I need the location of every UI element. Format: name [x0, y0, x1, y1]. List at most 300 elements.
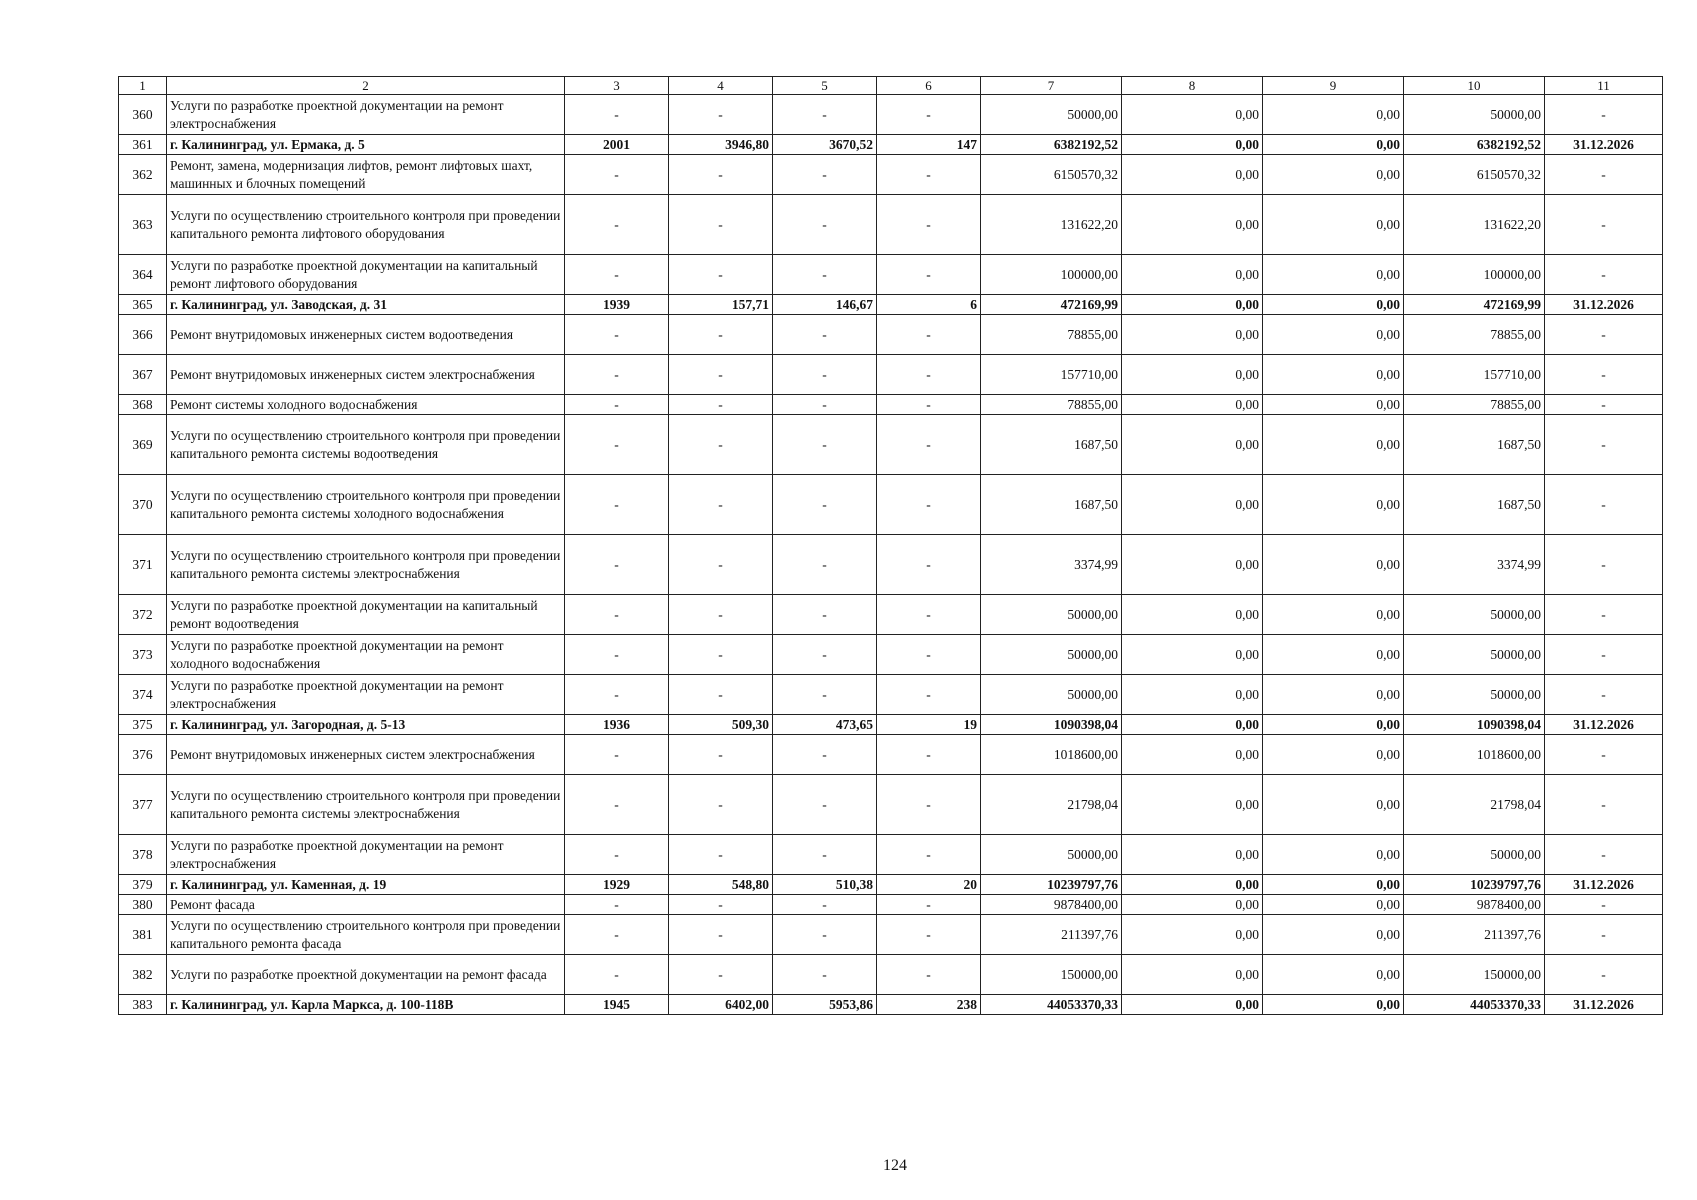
year-built-cell: -	[565, 735, 669, 775]
total-cost-cell: 3374,99	[981, 535, 1122, 595]
living-area-cell: -	[773, 675, 877, 715]
total-area-cell: -	[669, 835, 773, 875]
cost-col-10-cell: 100000,00	[1404, 255, 1545, 295]
work-name-cell: Услуги по осуществлению строительного контроля при проведении капитального ремонта фасада	[167, 915, 565, 955]
cost-col-9-cell: 0,00	[1263, 155, 1404, 195]
work-name-cell: Услуги по осуществлению строительного контроля при проведении капитального ремонта системы холодного водоснабжения	[167, 475, 565, 535]
work-name-cell: Ремонт, замена, модернизация лифтов, ремонт лифтовых шахт, машинных и блочных помещений	[167, 155, 565, 195]
row-number-cell: 363	[119, 195, 167, 255]
cost-col-8-cell: 0,00	[1122, 95, 1263, 135]
cost-col-9-cell: 0,00	[1263, 535, 1404, 595]
work-name-cell: Ремонт системы холодного водоснабжения	[167, 395, 565, 415]
column-header-3: 3	[565, 77, 669, 95]
living-area-cell: 473,65	[773, 715, 877, 735]
cost-col-10-cell: 150000,00	[1404, 955, 1545, 995]
completion-date-cell: -	[1545, 675, 1663, 715]
residents-count-cell: 238	[877, 995, 981, 1015]
total-cost-cell: 9878400,00	[981, 895, 1122, 915]
year-built-cell: -	[565, 475, 669, 535]
cost-col-9-cell: 0,00	[1263, 835, 1404, 875]
residents-count-cell: -	[877, 915, 981, 955]
table-row	[119, 635, 1663, 675]
table-row	[119, 715, 1663, 735]
cost-col-8-cell: 0,00	[1122, 255, 1263, 295]
cost-col-9-cell: 0,00	[1263, 135, 1404, 155]
work-name-cell: Ремонт внутридомовых инженерных систем электроснабжения	[167, 355, 565, 395]
column-header-7: 7	[981, 77, 1122, 95]
cost-col-9-cell: 0,00	[1263, 195, 1404, 255]
completion-date-cell: -	[1545, 395, 1663, 415]
work-name-cell: г. Калининград, ул. Карла Маркса, д. 100-118В	[167, 995, 565, 1015]
total-cost-cell: 1687,50	[981, 415, 1122, 475]
year-built-cell: -	[565, 315, 669, 355]
row-number-cell: 373	[119, 635, 167, 675]
column-header-11: 11	[1545, 77, 1663, 95]
table-row	[119, 875, 1663, 895]
table-body	[119, 95, 1663, 1015]
year-built-cell: 1945	[565, 995, 669, 1015]
total-cost-cell: 1018600,00	[981, 735, 1122, 775]
column-header-10: 10	[1404, 77, 1545, 95]
table-row	[119, 135, 1663, 155]
completion-date-cell: -	[1545, 475, 1663, 535]
table-row	[119, 295, 1663, 315]
cost-col-10-cell: 1687,50	[1404, 475, 1545, 535]
cost-col-8-cell: 0,00	[1122, 715, 1263, 735]
total-cost-cell: 157710,00	[981, 355, 1122, 395]
living-area-cell: 146,67	[773, 295, 877, 315]
total-cost-cell: 50000,00	[981, 595, 1122, 635]
cost-col-8-cell: 0,00	[1122, 135, 1263, 155]
row-number-cell: 365	[119, 295, 167, 315]
year-built-cell: -	[565, 915, 669, 955]
total-cost-cell: 6382192,52	[981, 135, 1122, 155]
year-built-cell: 2001	[565, 135, 669, 155]
total-area-cell: -	[669, 475, 773, 535]
year-built-cell: -	[565, 415, 669, 475]
work-name-cell: Услуги по разработке проектной документации на капитальный ремонт лифтового оборудования	[167, 255, 565, 295]
cost-col-10-cell: 50000,00	[1404, 835, 1545, 875]
cost-col-8-cell: 0,00	[1122, 315, 1263, 355]
table-row	[119, 395, 1663, 415]
living-area-cell: -	[773, 835, 877, 875]
cost-col-8-cell: 0,00	[1122, 475, 1263, 535]
page-number: 124	[883, 1157, 907, 1174]
row-number-cell: 364	[119, 255, 167, 295]
total-cost-cell: 1090398,04	[981, 715, 1122, 735]
total-cost-cell: 150000,00	[981, 955, 1122, 995]
work-name-cell: г. Калининград, ул. Ермака, д. 5	[167, 135, 565, 155]
work-name-cell: Услуги по разработке проектной документации на ремонт электроснабжения	[167, 675, 565, 715]
residents-count-cell: -	[877, 395, 981, 415]
year-built-cell: 1929	[565, 875, 669, 895]
total-cost-cell: 6150570,32	[981, 155, 1122, 195]
total-cost-cell: 131622,20	[981, 195, 1122, 255]
living-area-cell: -	[773, 395, 877, 415]
completion-date-cell: -	[1545, 955, 1663, 995]
completion-date-cell: -	[1545, 95, 1663, 135]
total-area-cell: -	[669, 895, 773, 915]
year-built-cell: -	[565, 895, 669, 915]
row-number-cell: 380	[119, 895, 167, 915]
column-header-1: 1	[119, 77, 167, 95]
total-area-cell: 157,71	[669, 295, 773, 315]
cost-col-8-cell: 0,00	[1122, 775, 1263, 835]
cost-col-10-cell: 9878400,00	[1404, 895, 1545, 915]
work-name-cell: Услуги по разработке проектной документации на ремонт холодного водоснабжения	[167, 635, 565, 675]
residents-count-cell: -	[877, 315, 981, 355]
cost-col-10-cell: 50000,00	[1404, 675, 1545, 715]
year-built-cell: -	[565, 155, 669, 195]
cost-col-10-cell: 44053370,33	[1404, 995, 1545, 1015]
cost-col-8-cell: 0,00	[1122, 875, 1263, 895]
completion-date-cell: 31.12.2026	[1545, 995, 1663, 1015]
total-area-cell: -	[669, 415, 773, 475]
total-area-cell: -	[669, 315, 773, 355]
living-area-cell: -	[773, 535, 877, 595]
cost-col-9-cell: 0,00	[1263, 355, 1404, 395]
column-header-9: 9	[1263, 77, 1404, 95]
row-number-cell: 368	[119, 395, 167, 415]
cost-col-10-cell: 157710,00	[1404, 355, 1545, 395]
cost-col-10-cell: 3374,99	[1404, 535, 1545, 595]
living-area-cell: -	[773, 155, 877, 195]
residents-count-cell: -	[877, 735, 981, 775]
year-built-cell: 1939	[565, 295, 669, 315]
table-row	[119, 595, 1663, 635]
cost-col-9-cell: 0,00	[1263, 315, 1404, 355]
year-built-cell: -	[565, 395, 669, 415]
total-cost-cell: 472169,99	[981, 295, 1122, 315]
year-built-cell: -	[565, 635, 669, 675]
column-header-2: 2	[167, 77, 565, 95]
year-built-cell: -	[565, 835, 669, 875]
cost-col-10-cell: 10239797,76	[1404, 875, 1545, 895]
year-built-cell: -	[565, 675, 669, 715]
table-row	[119, 255, 1663, 295]
row-number-cell: 374	[119, 675, 167, 715]
year-built-cell: -	[565, 355, 669, 395]
work-name-cell: г. Калининград, ул. Загородная, д. 5-13	[167, 715, 565, 735]
cost-col-8-cell: 0,00	[1122, 835, 1263, 875]
cost-col-9-cell: 0,00	[1263, 875, 1404, 895]
row-number-cell: 362	[119, 155, 167, 195]
completion-date-cell: 31.12.2026	[1545, 135, 1663, 155]
living-area-cell: -	[773, 315, 877, 355]
cost-col-8-cell: 0,00	[1122, 295, 1263, 315]
work-name-cell: Услуги по разработке проектной документации на ремонт электроснабжения	[167, 95, 565, 135]
total-area-cell: -	[669, 775, 773, 835]
cost-col-8-cell: 0,00	[1122, 355, 1263, 395]
cost-col-8-cell: 0,00	[1122, 195, 1263, 255]
column-header-4: 4	[669, 77, 773, 95]
cost-col-10-cell: 50000,00	[1404, 95, 1545, 135]
cost-col-9-cell: 0,00	[1263, 595, 1404, 635]
year-built-cell: -	[565, 95, 669, 135]
total-area-cell: -	[669, 735, 773, 775]
cost-col-9-cell: 0,00	[1263, 635, 1404, 675]
table-row	[119, 535, 1663, 595]
total-cost-cell: 44053370,33	[981, 995, 1122, 1015]
cost-col-10-cell: 6150570,32	[1404, 155, 1545, 195]
residents-count-cell: -	[877, 595, 981, 635]
work-name-cell: Ремонт внутридомовых инженерных систем водоотведения	[167, 315, 565, 355]
cost-col-8-cell: 0,00	[1122, 395, 1263, 415]
total-area-cell: -	[669, 155, 773, 195]
cost-col-10-cell: 50000,00	[1404, 635, 1545, 675]
living-area-cell: -	[773, 255, 877, 295]
cost-col-9-cell: 0,00	[1263, 675, 1404, 715]
living-area-cell: -	[773, 95, 877, 135]
total-area-cell: -	[669, 955, 773, 995]
completion-date-cell: -	[1545, 635, 1663, 675]
column-number-row	[119, 77, 1663, 95]
cost-col-10-cell: 131622,20	[1404, 195, 1545, 255]
total-area-cell: -	[669, 255, 773, 295]
residents-count-cell: -	[877, 195, 981, 255]
living-area-cell: 5953,86	[773, 995, 877, 1015]
cost-col-9-cell: 0,00	[1263, 735, 1404, 775]
work-name-cell: Услуги по осуществлению строительного контроля при проведении капитального ремонта системы электроснабжения	[167, 535, 565, 595]
total-area-cell: -	[669, 635, 773, 675]
total-area-cell: 548,80	[669, 875, 773, 895]
completion-date-cell: -	[1545, 195, 1663, 255]
total-area-cell: 6402,00	[669, 995, 773, 1015]
table-row	[119, 155, 1663, 195]
residents-count-cell: -	[877, 415, 981, 475]
year-built-cell: 1936	[565, 715, 669, 735]
table-row	[119, 995, 1663, 1015]
cost-col-8-cell: 0,00	[1122, 955, 1263, 995]
total-area-cell: 509,30	[669, 715, 773, 735]
completion-date-cell: 31.12.2026	[1545, 715, 1663, 735]
residents-count-cell: 147	[877, 135, 981, 155]
residents-count-cell: -	[877, 635, 981, 675]
completion-date-cell: -	[1545, 315, 1663, 355]
year-built-cell: -	[565, 955, 669, 995]
completion-date-cell: -	[1545, 775, 1663, 835]
cost-col-10-cell: 472169,99	[1404, 295, 1545, 315]
residents-count-cell: 20	[877, 875, 981, 895]
cost-col-10-cell: 1090398,04	[1404, 715, 1545, 735]
row-number-cell: 382	[119, 955, 167, 995]
total-cost-cell: 100000,00	[981, 255, 1122, 295]
living-area-cell: -	[773, 415, 877, 475]
living-area-cell: -	[773, 355, 877, 395]
cost-col-10-cell: 6382192,52	[1404, 135, 1545, 155]
cost-col-9-cell: 0,00	[1263, 915, 1404, 955]
table-row	[119, 775, 1663, 835]
cost-col-8-cell: 0,00	[1122, 995, 1263, 1015]
total-cost-cell: 21798,04	[981, 775, 1122, 835]
completion-date-cell: -	[1545, 355, 1663, 395]
completion-date-cell: -	[1545, 915, 1663, 955]
table-row	[119, 355, 1663, 395]
residents-count-cell: -	[877, 355, 981, 395]
completion-date-cell: -	[1545, 895, 1663, 915]
table-row	[119, 415, 1663, 475]
completion-date-cell: -	[1545, 255, 1663, 295]
total-area-cell: -	[669, 195, 773, 255]
cost-col-10-cell: 1687,50	[1404, 415, 1545, 475]
cost-col-9-cell: 0,00	[1263, 895, 1404, 915]
cost-col-10-cell: 50000,00	[1404, 595, 1545, 635]
row-number-cell: 360	[119, 95, 167, 135]
year-built-cell: -	[565, 195, 669, 255]
row-number-cell: 375	[119, 715, 167, 735]
year-built-cell: -	[565, 595, 669, 635]
total-area-cell: -	[669, 395, 773, 415]
total-cost-cell: 50000,00	[981, 635, 1122, 675]
completion-date-cell: -	[1545, 535, 1663, 595]
total-area-cell: -	[669, 95, 773, 135]
cost-col-8-cell: 0,00	[1122, 155, 1263, 195]
works-table	[118, 76, 1663, 1015]
living-area-cell: -	[773, 475, 877, 535]
row-number-cell: 376	[119, 735, 167, 775]
cost-col-8-cell: 0,00	[1122, 415, 1263, 475]
cost-col-9-cell: 0,00	[1263, 775, 1404, 835]
residents-count-cell: -	[877, 255, 981, 295]
completion-date-cell: -	[1545, 595, 1663, 635]
row-number-cell: 361	[119, 135, 167, 155]
cost-col-9-cell: 0,00	[1263, 95, 1404, 135]
table-row	[119, 915, 1663, 955]
cost-col-10-cell: 211397,76	[1404, 915, 1545, 955]
table-row	[119, 955, 1663, 995]
work-name-cell: Услуги по осуществлению строительного контроля при проведении капитального ремонта системы электроснабжения	[167, 775, 565, 835]
living-area-cell: -	[773, 955, 877, 995]
work-name-cell: г. Калининград, ул. Заводская, д. 31	[167, 295, 565, 315]
cost-col-9-cell: 0,00	[1263, 715, 1404, 735]
living-area-cell: -	[773, 895, 877, 915]
total-cost-cell: 211397,76	[981, 915, 1122, 955]
living-area-cell: -	[773, 195, 877, 255]
table-row	[119, 195, 1663, 255]
cost-col-8-cell: 0,00	[1122, 535, 1263, 595]
cost-col-8-cell: 0,00	[1122, 735, 1263, 775]
work-name-cell: Услуги по разработке проектной документации на капитальный ремонт водоотведения	[167, 595, 565, 635]
year-built-cell: -	[565, 775, 669, 835]
completion-date-cell: -	[1545, 415, 1663, 475]
residents-count-cell: -	[877, 155, 981, 195]
completion-date-cell: -	[1545, 155, 1663, 195]
cost-col-9-cell: 0,00	[1263, 475, 1404, 535]
work-name-cell: Ремонт фасада	[167, 895, 565, 915]
completion-date-cell: -	[1545, 735, 1663, 775]
year-built-cell: -	[565, 255, 669, 295]
row-number-cell: 369	[119, 415, 167, 475]
work-name-cell: г. Калининград, ул. Каменная, д. 19	[167, 875, 565, 895]
living-area-cell: -	[773, 635, 877, 675]
table-row	[119, 895, 1663, 915]
table-row	[119, 675, 1663, 715]
completion-date-cell: 31.12.2026	[1545, 295, 1663, 315]
work-name-cell: Услуги по осуществлению строительного контроля при проведении капитального ремонта системы водоотведения	[167, 415, 565, 475]
living-area-cell: 510,38	[773, 875, 877, 895]
total-area-cell: 3946,80	[669, 135, 773, 155]
living-area-cell: -	[773, 775, 877, 835]
residents-count-cell: -	[877, 95, 981, 135]
cost-col-9-cell: 0,00	[1263, 955, 1404, 995]
column-header-6: 6	[877, 77, 981, 95]
residents-count-cell: -	[877, 675, 981, 715]
row-number-cell: 367	[119, 355, 167, 395]
completion-date-cell: -	[1545, 835, 1663, 875]
row-number-cell: 381	[119, 915, 167, 955]
cost-col-8-cell: 0,00	[1122, 595, 1263, 635]
row-number-cell: 371	[119, 535, 167, 595]
total-cost-cell: 1687,50	[981, 475, 1122, 535]
residents-count-cell: -	[877, 535, 981, 595]
row-number-cell: 370	[119, 475, 167, 535]
living-area-cell: 3670,52	[773, 135, 877, 155]
cost-col-10-cell: 78855,00	[1404, 315, 1545, 355]
cost-col-9-cell: 0,00	[1263, 415, 1404, 475]
total-cost-cell: 78855,00	[981, 315, 1122, 355]
table-row	[119, 735, 1663, 775]
total-cost-cell: 50000,00	[981, 95, 1122, 135]
cost-col-8-cell: 0,00	[1122, 635, 1263, 675]
total-area-cell: -	[669, 915, 773, 955]
year-built-cell: -	[565, 535, 669, 595]
total-cost-cell: 50000,00	[981, 675, 1122, 715]
work-name-cell: Услуги по разработке проектной документации на ремонт фасада	[167, 955, 565, 995]
living-area-cell: -	[773, 735, 877, 775]
completion-date-cell: 31.12.2026	[1545, 875, 1663, 895]
table-row	[119, 835, 1663, 875]
cost-col-8-cell: 0,00	[1122, 895, 1263, 915]
cost-col-8-cell: 0,00	[1122, 675, 1263, 715]
cost-col-10-cell: 78855,00	[1404, 395, 1545, 415]
row-number-cell: 366	[119, 315, 167, 355]
cost-col-10-cell: 1018600,00	[1404, 735, 1545, 775]
total-cost-cell: 10239797,76	[981, 875, 1122, 895]
table-row	[119, 315, 1663, 355]
row-number-cell: 379	[119, 875, 167, 895]
table-row	[119, 95, 1663, 135]
living-area-cell: -	[773, 595, 877, 635]
living-area-cell: -	[773, 915, 877, 955]
residents-count-cell: -	[877, 835, 981, 875]
residents-count-cell: -	[877, 475, 981, 535]
cost-col-9-cell: 0,00	[1263, 255, 1404, 295]
total-area-cell: -	[669, 355, 773, 395]
column-header-5: 5	[773, 77, 877, 95]
cost-col-8-cell: 0,00	[1122, 915, 1263, 955]
total-area-cell: -	[669, 595, 773, 635]
total-cost-cell: 50000,00	[981, 835, 1122, 875]
residents-count-cell: 6	[877, 295, 981, 315]
residents-count-cell: -	[877, 955, 981, 995]
work-name-cell: Услуги по разработке проектной документации на ремонт электроснабжения	[167, 835, 565, 875]
row-number-cell: 377	[119, 775, 167, 835]
cost-col-9-cell: 0,00	[1263, 295, 1404, 315]
cost-col-9-cell: 0,00	[1263, 995, 1404, 1015]
residents-count-cell: -	[877, 895, 981, 915]
cost-col-9-cell: 0,00	[1263, 395, 1404, 415]
cost-col-10-cell: 21798,04	[1404, 775, 1545, 835]
total-cost-cell: 78855,00	[981, 395, 1122, 415]
row-number-cell: 378	[119, 835, 167, 875]
row-number-cell: 383	[119, 995, 167, 1015]
total-area-cell: -	[669, 675, 773, 715]
column-header-8: 8	[1122, 77, 1263, 95]
work-name-cell: Услуги по осуществлению строительного контроля при проведении капитального ремонта лифтового оборудования	[167, 195, 565, 255]
residents-count-cell: -	[877, 775, 981, 835]
work-name-cell: Ремонт внутридомовых инженерных систем электроснабжения	[167, 735, 565, 775]
row-number-cell: 372	[119, 595, 167, 635]
